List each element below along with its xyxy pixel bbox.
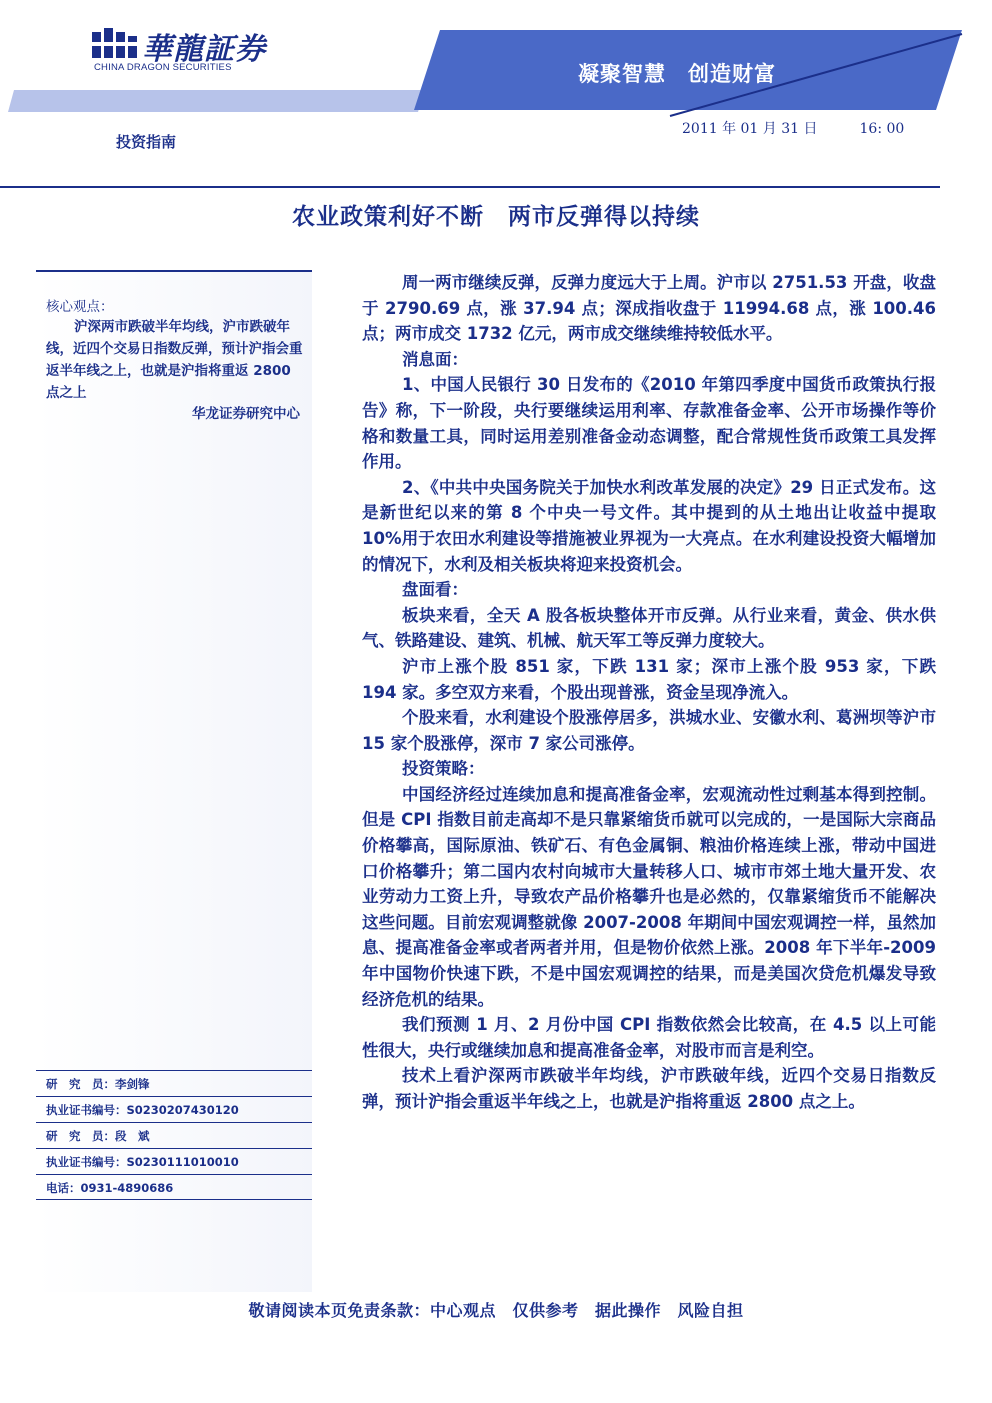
header-divider (0, 186, 940, 188)
core-view-text: 沪深两市跌破半年均线，沪市跌破年线，近四个交易日指数反弹，预计沪指会重返半年线之上，也就是沪指将重返 2800 点之上 (46, 319, 303, 401)
slogan: 凝聚智慧 创造财富 (578, 62, 776, 86)
phone-number: 电话：0931-4890686 (36, 1174, 312, 1200)
document-type: 投资指南 (116, 133, 177, 151)
report-datetime: 2011 年 01 月 31 日 16: 00 (682, 121, 905, 137)
body-paragraph: 我们预测 1 月、2 月份中国 CPI 指数依然会比较高，在 4.5 以上可能性很大，央行或继续加息和提高准备金率，对股市而言是利空。 (362, 1015, 936, 1060)
body-paragraph: 技术上看沪深两市跌破半年均线，沪市跌破年线，近四个交易日指数反弹，预计沪指会重返半年线之上，也就是沪指将重返 2800 点之上。 (362, 1066, 936, 1111)
company-logo (92, 24, 282, 74)
section-heading: 盘面看： (402, 580, 468, 600)
analyst-contacts (36, 1070, 312, 1200)
analyst-name-2: 研 究 员：段 斌 (36, 1122, 312, 1148)
disclaimer-footer: 敬请阅读本页免责条款：中心观点 仅供参考 据此操作 风险自担 (248, 1301, 744, 1320)
analyst-name-1: 研 究 员：李剑锋 (36, 1070, 312, 1096)
body-paragraph: 个股来看，水利建设个股涨停居多，洪城水业、安徽水利、葛洲坝等沪市 15 家个股涨停，深市 7 家公司涨停。 (362, 708, 936, 753)
body-paragraph: 2、《中共中央国务院关于加快水利改革发展的决定》29 日正式发布。这是新世纪以来的第 8 个中央一号文件。其中提到的从土地出让收益中提取 10%用于农田水利建设等措施被业界视为一大亮点。在水利建设投资大幅增加的情况下，水利及相关板块将迎来投资机会。 (362, 477, 936, 574)
analyst-license-2: 执业证书编号：S0230111010010 (36, 1148, 312, 1174)
section-heading: 投资策略： (402, 759, 485, 779)
body-paragraph: 1、中国人民银行 30 日发布的《2010 年第四季度中国货币政策执行报告》称，下一阶段，央行要继续运用利率、存款准备金率、公开市场操作等价格和数量工具，同时运用差别准备金动态调整，配合常规性货币政策工具发挥作用。 (362, 375, 936, 472)
report-title: 农业政策利好不断 两市反弹得以持续 (292, 204, 700, 230)
dragon-logo-icon (92, 28, 138, 60)
logo-chinese-name: 華龍証券 (142, 32, 266, 67)
logo-english-name: CHINA DRAGON SECURITIES (94, 62, 232, 73)
body-paragraph: 周一两市继续反弹，反弹力度远大于上周。沪市以 2751.53 开盘，收盘于 2790.69 点，涨 37.94 点；深成指收盘于 11994.68 点，涨 100.46 点；两市成交 1732 亿元，两市成交继续维持较低水平。 (362, 273, 936, 344)
analyst-license-1: 执业证书编号：S0230207430120 (36, 1096, 312, 1122)
body-paragraph: 中国经济经过连续加息和提高准备金率，宏观流动性过剩基本得到控制。但是 CPI 指数目前走高却不是只靠紧缩货币就可以完成的，一是国际大宗商品价格攀高，国际原油、铁矿石、有色金属铜、粮油价格连续上涨，带动中国进口价格攀升；第二国内农村向城市大量转移人口、城市市郊土地大量开发、农业劳动力工资上升，导致农产品价格攀升也是必然的，仅靠紧缩货币不能解决这些问题。目前宏观调整就像 2007-2008 年期间中国宏观调控一样，虽然加息、提高准备金率或者两者并用，但是物价依然上涨。2008 年下半年-2009 年中国物价快速下跌，不是中国宏观调控的结果，而是美国次贷危机爆发导致经济危机的结果。 (362, 784, 936, 1009)
light-band (8, 90, 425, 112)
core-view-source: 华龙证券研究中心 (192, 406, 300, 422)
body-paragraph: 板块来看，全天 A 股各板块整体开市反弹。从行业来看，黄金、供水供气、铁路建设、建筑、机械、航天军工等反弹力度较大。 (362, 605, 936, 651)
report-body (362, 270, 936, 1115)
section-heading: 消息面： (402, 349, 468, 369)
core-view-label: 核心观点： (46, 299, 114, 315)
body-paragraph: 沪市上涨个股 851 家，下跌 131 家；深市上涨个股 953 家，下跌 194 家。多空双方来看，个股出现普涨，资金呈现净流入。 (362, 656, 936, 702)
